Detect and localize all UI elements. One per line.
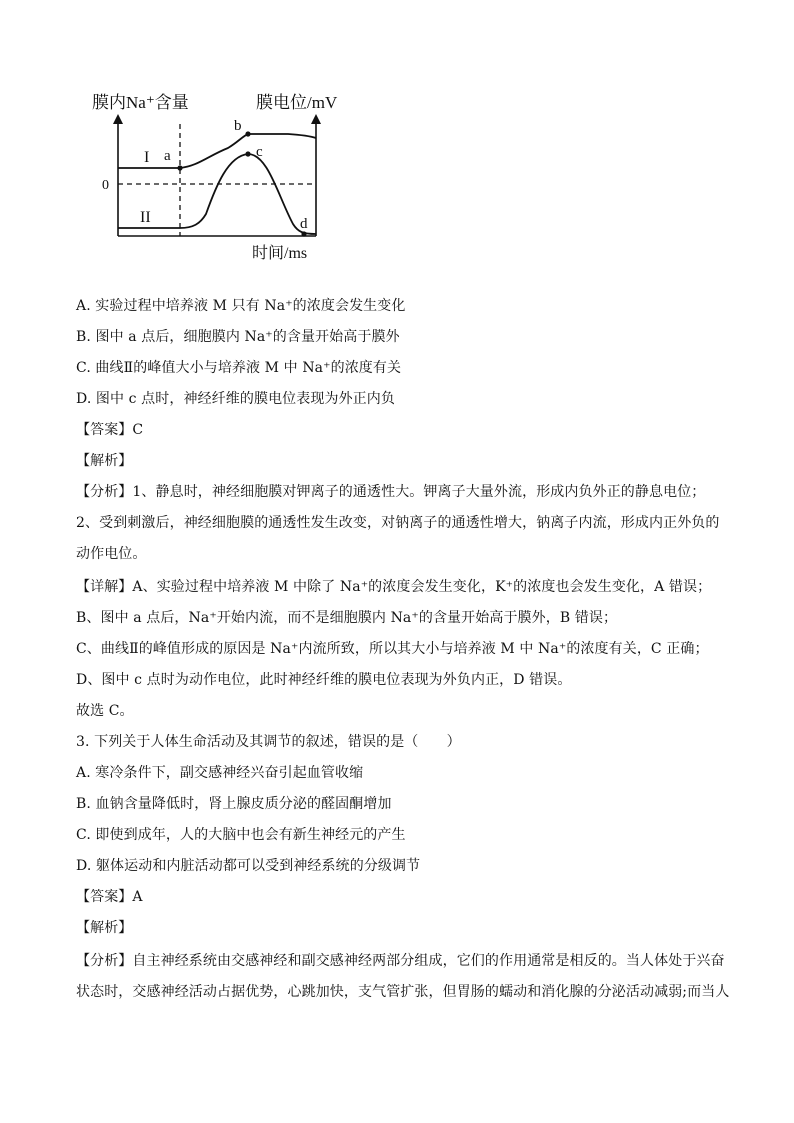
option-d-q3: D. 躯体运动和内脏活动都可以受到神经系统的分级调节 xyxy=(76,858,421,874)
answer-q2: 【答案】C xyxy=(76,422,144,438)
figure-svg xyxy=(88,86,368,266)
analysis-q3-text-2: 状态时，交感神经活动占据优势，心跳加快，支气管扩张，但胃肠的蠕动和消化腺的分泌活动减弱;而当人 xyxy=(76,984,730,1000)
question-3-stem: 3. 下列关于人体生命活动及其调节的叙述，错误的是（ ） xyxy=(76,734,461,750)
curve-II-label: II xyxy=(140,209,151,226)
option-a-q2: A. 实验过程中培养液 M 只有 Na⁺的浓度会发生变化 xyxy=(76,298,406,314)
detail-text-4: D、图中 c 点时为动作电位，此时神经纤维的膜电位表现为外负内正，D 错误。 xyxy=(76,672,572,688)
option-a-q3: A. 寒冷条件下，副交感神经兴奋引起血管收缩 xyxy=(76,765,364,781)
membrane-potential-figure xyxy=(88,86,368,266)
option-d-q2: D. 图中 c 点时，神经纤维的膜电位表现为外正内负 xyxy=(76,391,395,407)
option-b-q2: B. 图中 a 点后，细胞膜内 Na⁺的含量开始高于膜外 xyxy=(76,329,400,345)
point-c-label: c xyxy=(256,144,263,160)
x-axis-label: 时间/ms xyxy=(252,245,308,262)
analysis-heading-q3: 【解析】 xyxy=(76,920,133,936)
point-b-label: b xyxy=(234,118,242,134)
analysis-text-3: 动作电位。 xyxy=(76,546,147,562)
point-c-marker xyxy=(245,151,250,156)
answer-q3: 【答案】A xyxy=(76,889,143,905)
zero-label: 0 xyxy=(102,178,109,193)
detail-text-3: C、曲线Ⅱ的峰值形成的原因是 Na⁺内流所致，所以其大小与培养液 M 中 Na⁺的浓度有关，C 正确； xyxy=(76,641,709,657)
point-b-marker xyxy=(245,131,250,136)
point-d-marker xyxy=(301,231,306,236)
analysis-q3-text-1: 【分析】自主神经系统由交感神经和副交感神经两部分组成，它们的作用通常是相反的。当人体处于兴奋 xyxy=(76,953,725,969)
point-d-label: d xyxy=(300,216,308,232)
left-axis-label: 膜内Na⁺含量 xyxy=(92,93,189,112)
conclusion-q2: 故选 C。 xyxy=(76,703,134,719)
option-c-q3: C. 即使到成年，人的大脑中也会有新生神经元的产生 xyxy=(76,827,406,843)
option-c-q2: C. 曲线Ⅱ的峰值大小与培养液 M 中 Na⁺的浓度有关 xyxy=(76,360,402,376)
point-a-marker xyxy=(177,165,182,170)
right-axis-arrow xyxy=(311,114,321,124)
detail-text-1: 【详解】A、实验过程中培养液 M 中除了 Na⁺的浓度会发生变化，K⁺的浓度也会发生变化，A 错误； xyxy=(76,579,712,595)
analysis-heading-q2: 【解析】 xyxy=(76,453,133,469)
analysis-text-2: 2、受到刺激后，神经细胞膜的通透性发生改变，对钠离子的通透性增大，钠离子内流，形成内正外负的 xyxy=(76,515,720,531)
point-a-label: a xyxy=(164,148,171,164)
analysis-text-1: 【分析】1、静息时，神经细胞膜对钾离子的通透性大。钾离子大量外流，形成内负外正的静息电位； xyxy=(76,484,706,500)
right-axis-label: 膜电位/mV xyxy=(256,93,338,112)
curve-I-label: I xyxy=(144,149,150,166)
detail-text-2: B、图中 a 点后，Na⁺开始内流，而不是细胞膜内 Na⁺的含量开始高于膜外，B 错误； xyxy=(76,610,618,626)
option-b-q3: B. 血钠含量降低时，肾上腺皮质分泌的醛固酮增加 xyxy=(76,796,392,812)
left-axis-arrow xyxy=(113,114,123,124)
